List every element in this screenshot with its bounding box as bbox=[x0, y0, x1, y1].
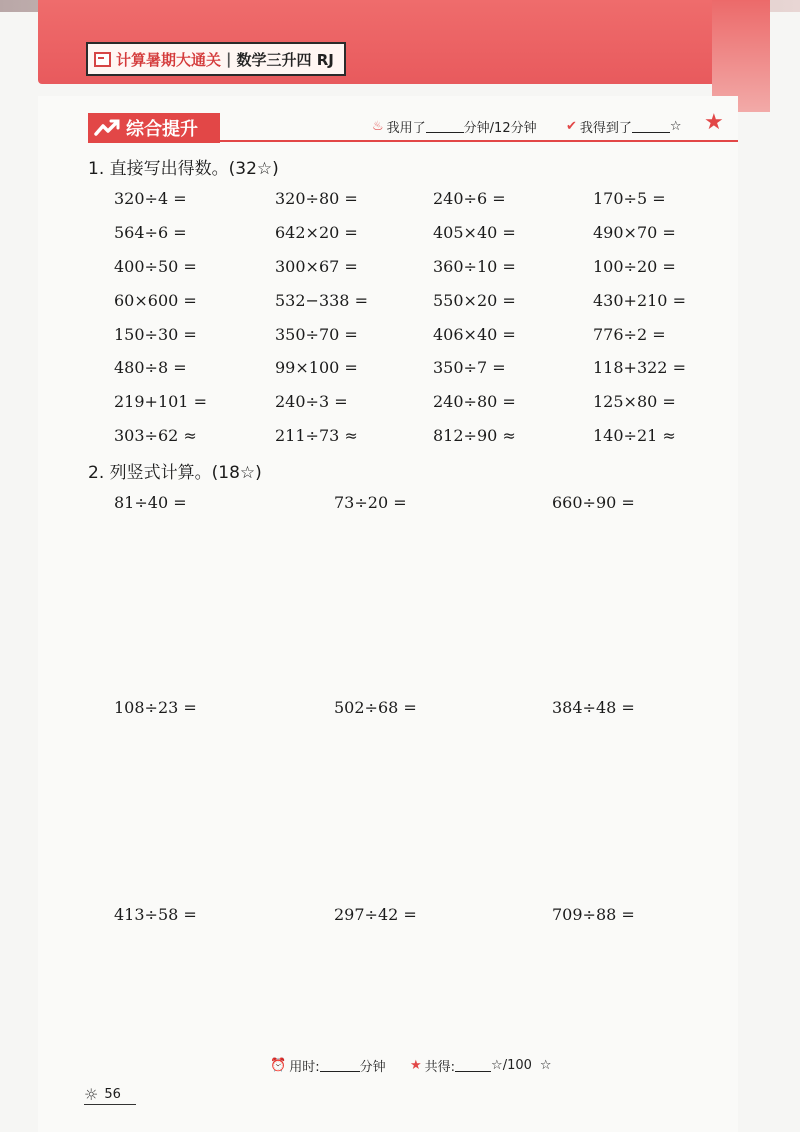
oral-problem: 430+210 = bbox=[593, 291, 686, 310]
footer-score-label: 共得: bbox=[424, 1060, 456, 1075]
oral-problem: 240÷6 = bbox=[433, 189, 506, 208]
vertical-calc-problem: 502÷68 = bbox=[334, 698, 417, 717]
footer-time-blank[interactable] bbox=[320, 1059, 360, 1072]
oral-problem: 812÷90 ≈ bbox=[433, 426, 516, 445]
question-1-title: 1. 直接写出得数。(32☆) bbox=[88, 159, 279, 179]
book-icon bbox=[94, 52, 111, 67]
footer-time bbox=[270, 1056, 386, 1075]
check-circle-icon: ✔ bbox=[566, 119, 577, 134]
oral-problem: 240÷3 = bbox=[275, 392, 348, 411]
oral-problem: 350÷70 = bbox=[275, 325, 358, 344]
oral-problem: 219+101 = bbox=[114, 392, 207, 411]
oral-problem: 303÷62 ≈ bbox=[114, 426, 197, 445]
oral-problem: 405×40 = bbox=[433, 223, 516, 242]
vertical-calc-problem: 108÷23 = bbox=[114, 698, 197, 717]
footer-score-total: ☆/100 bbox=[491, 1058, 532, 1073]
page-number-rule bbox=[84, 1104, 136, 1105]
time-used bbox=[372, 117, 537, 136]
vertical-calc-problem: 413÷58 = bbox=[114, 905, 197, 924]
score-blank[interactable] bbox=[632, 120, 670, 133]
clock-icon: ⏰ bbox=[270, 1058, 287, 1073]
oral-problem: 532−338 = bbox=[275, 291, 368, 310]
book-title: 计算暑期大通关 bbox=[116, 50, 222, 69]
oral-problem: 100÷20 = bbox=[593, 257, 676, 276]
oral-problem: 550×20 = bbox=[433, 291, 516, 310]
question-2-title: 2. 列竖式计算。(18☆) bbox=[88, 463, 262, 483]
time-used-blank[interactable] bbox=[426, 120, 464, 133]
oral-problem: 776÷2 = bbox=[593, 325, 666, 344]
oral-problem: 320÷80 = bbox=[275, 189, 358, 208]
oral-problem: 564÷6 = bbox=[114, 223, 187, 242]
oral-problem: 118+322 = bbox=[593, 358, 686, 377]
section-banner bbox=[88, 113, 220, 143]
oral-problem: 320÷4 = bbox=[114, 189, 187, 208]
title-separator: | bbox=[226, 50, 232, 68]
oral-problem: 240÷80 = bbox=[433, 392, 516, 411]
page-number bbox=[84, 1085, 121, 1104]
vertical-calc-problem: 81÷40 = bbox=[114, 493, 187, 512]
oral-problem: 400÷50 = bbox=[114, 257, 197, 276]
vertical-calc-problem: 709÷88 = bbox=[552, 905, 635, 924]
vertical-calc-problem: 297÷42 = bbox=[334, 905, 417, 924]
score-star: ☆ bbox=[669, 119, 682, 134]
oral-problem: 150÷30 = bbox=[114, 325, 197, 344]
oral-problem: 642×20 = bbox=[275, 223, 358, 242]
flame-icon: ♨ bbox=[372, 119, 384, 134]
worksheet-page bbox=[38, 96, 738, 1132]
page-number-text: 56 bbox=[104, 1087, 121, 1102]
oral-problem: 211÷73 ≈ bbox=[275, 426, 358, 445]
oral-problem: 140÷21 ≈ bbox=[593, 426, 676, 445]
vertical-calc-problem: 384÷48 = bbox=[552, 698, 635, 717]
oral-problem: 350÷7 = bbox=[433, 358, 506, 377]
oral-problem: 490×70 = bbox=[593, 223, 676, 242]
star-filled-icon: ★ bbox=[410, 1058, 422, 1073]
oral-problem: 300×67 = bbox=[275, 257, 358, 276]
vertical-calc-problem: 73÷20 = bbox=[334, 493, 407, 512]
section-rule bbox=[220, 140, 738, 142]
score-earned bbox=[566, 117, 682, 136]
score-prefix: 我得到了 bbox=[579, 121, 632, 136]
sun-icon: ☼ bbox=[84, 1085, 99, 1104]
time-used-suffix: 分钟/12分钟 bbox=[463, 121, 537, 136]
footer-score-blank[interactable] bbox=[455, 1059, 491, 1072]
footer-time-label: 用时: bbox=[289, 1060, 320, 1075]
time-used-prefix: 我用了 bbox=[386, 121, 426, 136]
star-icon: ★ bbox=[704, 110, 724, 135]
book-title-label bbox=[86, 42, 346, 76]
oral-problem: 406×40 = bbox=[433, 325, 516, 344]
oral-problem: 99×100 = bbox=[275, 358, 358, 377]
oral-problem: 360÷10 = bbox=[433, 257, 516, 276]
footer-score bbox=[410, 1056, 552, 1075]
section-title: 综合提升 bbox=[126, 119, 198, 140]
vertical-calc-problem: 660÷90 = bbox=[552, 493, 635, 512]
oral-problem: 480÷8 = bbox=[114, 358, 187, 377]
oral-problem: 125×80 = bbox=[593, 392, 676, 411]
footer-score-star: ☆ bbox=[539, 1058, 552, 1073]
oral-problem: 60×600 = bbox=[114, 291, 197, 310]
trend-up-icon bbox=[94, 118, 122, 138]
book-subtitle: 数学三升四 RJ bbox=[236, 50, 334, 69]
oral-problem: 170÷5 = bbox=[593, 189, 666, 208]
footer-time-unit: 分钟 bbox=[359, 1060, 386, 1075]
